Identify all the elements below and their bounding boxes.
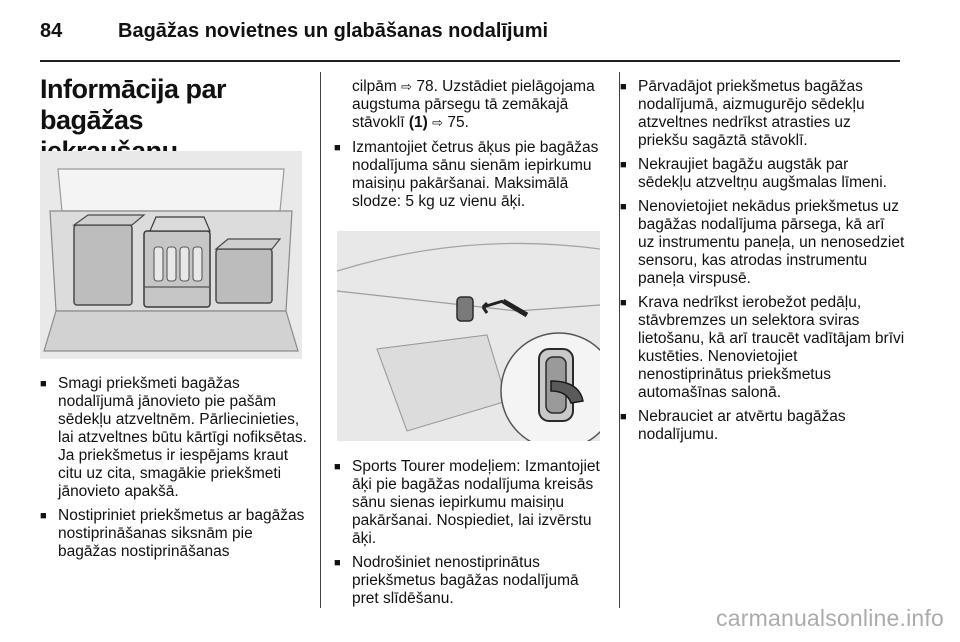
- column-2-text: [334, 458, 606, 614]
- list-item: ■ Nostipriniet priekšmetus ar bagāžas nostiprināšanas siksnām pie bagāžas nostiprināšanas: [40, 507, 308, 561]
- list-item: ■ Nebrauciet ar atvērtu bagāžas nodalījumu.: [620, 408, 905, 444]
- page-number: 84: [40, 20, 63, 42]
- column-1-text: [40, 375, 308, 567]
- page-reference-arrow-icon: ⇨: [432, 115, 444, 130]
- section-title-line-1: Informācija par bagāžas: [40, 74, 227, 135]
- header-rule: [40, 60, 900, 62]
- luggage-compartment-illustration: [40, 151, 302, 359]
- list-item: ■ Nodrošiniet nenostiprinātus priekšmetus bagāžas nodalījumā pret slīdēšanu.: [334, 554, 606, 608]
- bag-hook-image: [337, 231, 600, 441]
- cargo-boxes-image: [40, 151, 302, 359]
- page-reference-arrow-icon: ⇨: [401, 79, 413, 94]
- list-item: ■ Nekraujiet bagāžu augstāk par sēdekļu atzveltņu augšmalas līmeni.: [620, 156, 905, 192]
- list-item: ■ Pārvadājot priekšmetus bagāžas nodalījumā, aizmugurējo sēdekļu atzveltnes nedrīkst atrasties uz priekšu sagāztā stāvoklī.: [620, 78, 905, 150]
- list-item: ■ Sports Tourer modeļiem: Izmantojiet āķi pie bagāžas nodalījuma kreisās sānu sienas iepirkumu maisiņu pakāršanai. Nospiediet, lai izvērstu āķi.: [334, 458, 606, 548]
- list-item: ■ Krava nedrīkst ierobežot pedāļu, stāvbremzes un selektora sviras lietošanu, kā arī traucēt vadītājam brīvi kustēties. Nenovietojiet nenostiprinātus priekšmetus automašīnas salonā.: [620, 294, 905, 402]
- cont-text-1: cilpām: [352, 78, 397, 95]
- cont-text-2: 78. Uzstādiet pielāgojama augstuma pārsegu tā zemākajā stāvoklī: [352, 78, 595, 131]
- column-3: [620, 78, 905, 450]
- cont-bold-ref: (1): [408, 114, 428, 131]
- page-header-title: Bagāžas novietnes un glabāšanas nodalījumi: [118, 20, 549, 42]
- cont-text-3: 75.: [447, 114, 469, 131]
- list-item: ■ Smagi priekšmeti bagāžas nodalījumā jānovieto pie pašām sēdekļu atzveltnēm. Pārliecinieties, lai atzveltnes būtu kārtīgi nofiksētas. Ja priekšmetus ir iespējams kraut citu uz cita, smagākie priekšmeti jānovieto apakšā.: [40, 375, 308, 501]
- list-item: ■ Izmantojiet četrus āķus pie bagāžas nodalījuma sānu sienām iepirkumu maisiņu pakāršanai. Maksimālā slodze: 5 kg uz vienu āķi.: [334, 139, 606, 211]
- watermark: carmanualsonline.info: [716, 605, 944, 631]
- continued-paragraph: [334, 78, 606, 132]
- column-divider-1: [320, 72, 321, 608]
- list-item: ■ Nenovietojiet nekādus priekšmetus uz bagāžas nodalījuma pārsega, kā arī uz instrumentu paneļa, un nenosedziet sensoru, kas atrodas instrumentu paneļa virspusē.: [620, 198, 905, 288]
- column-2: [334, 78, 606, 217]
- hook-illustration: [337, 231, 600, 441]
